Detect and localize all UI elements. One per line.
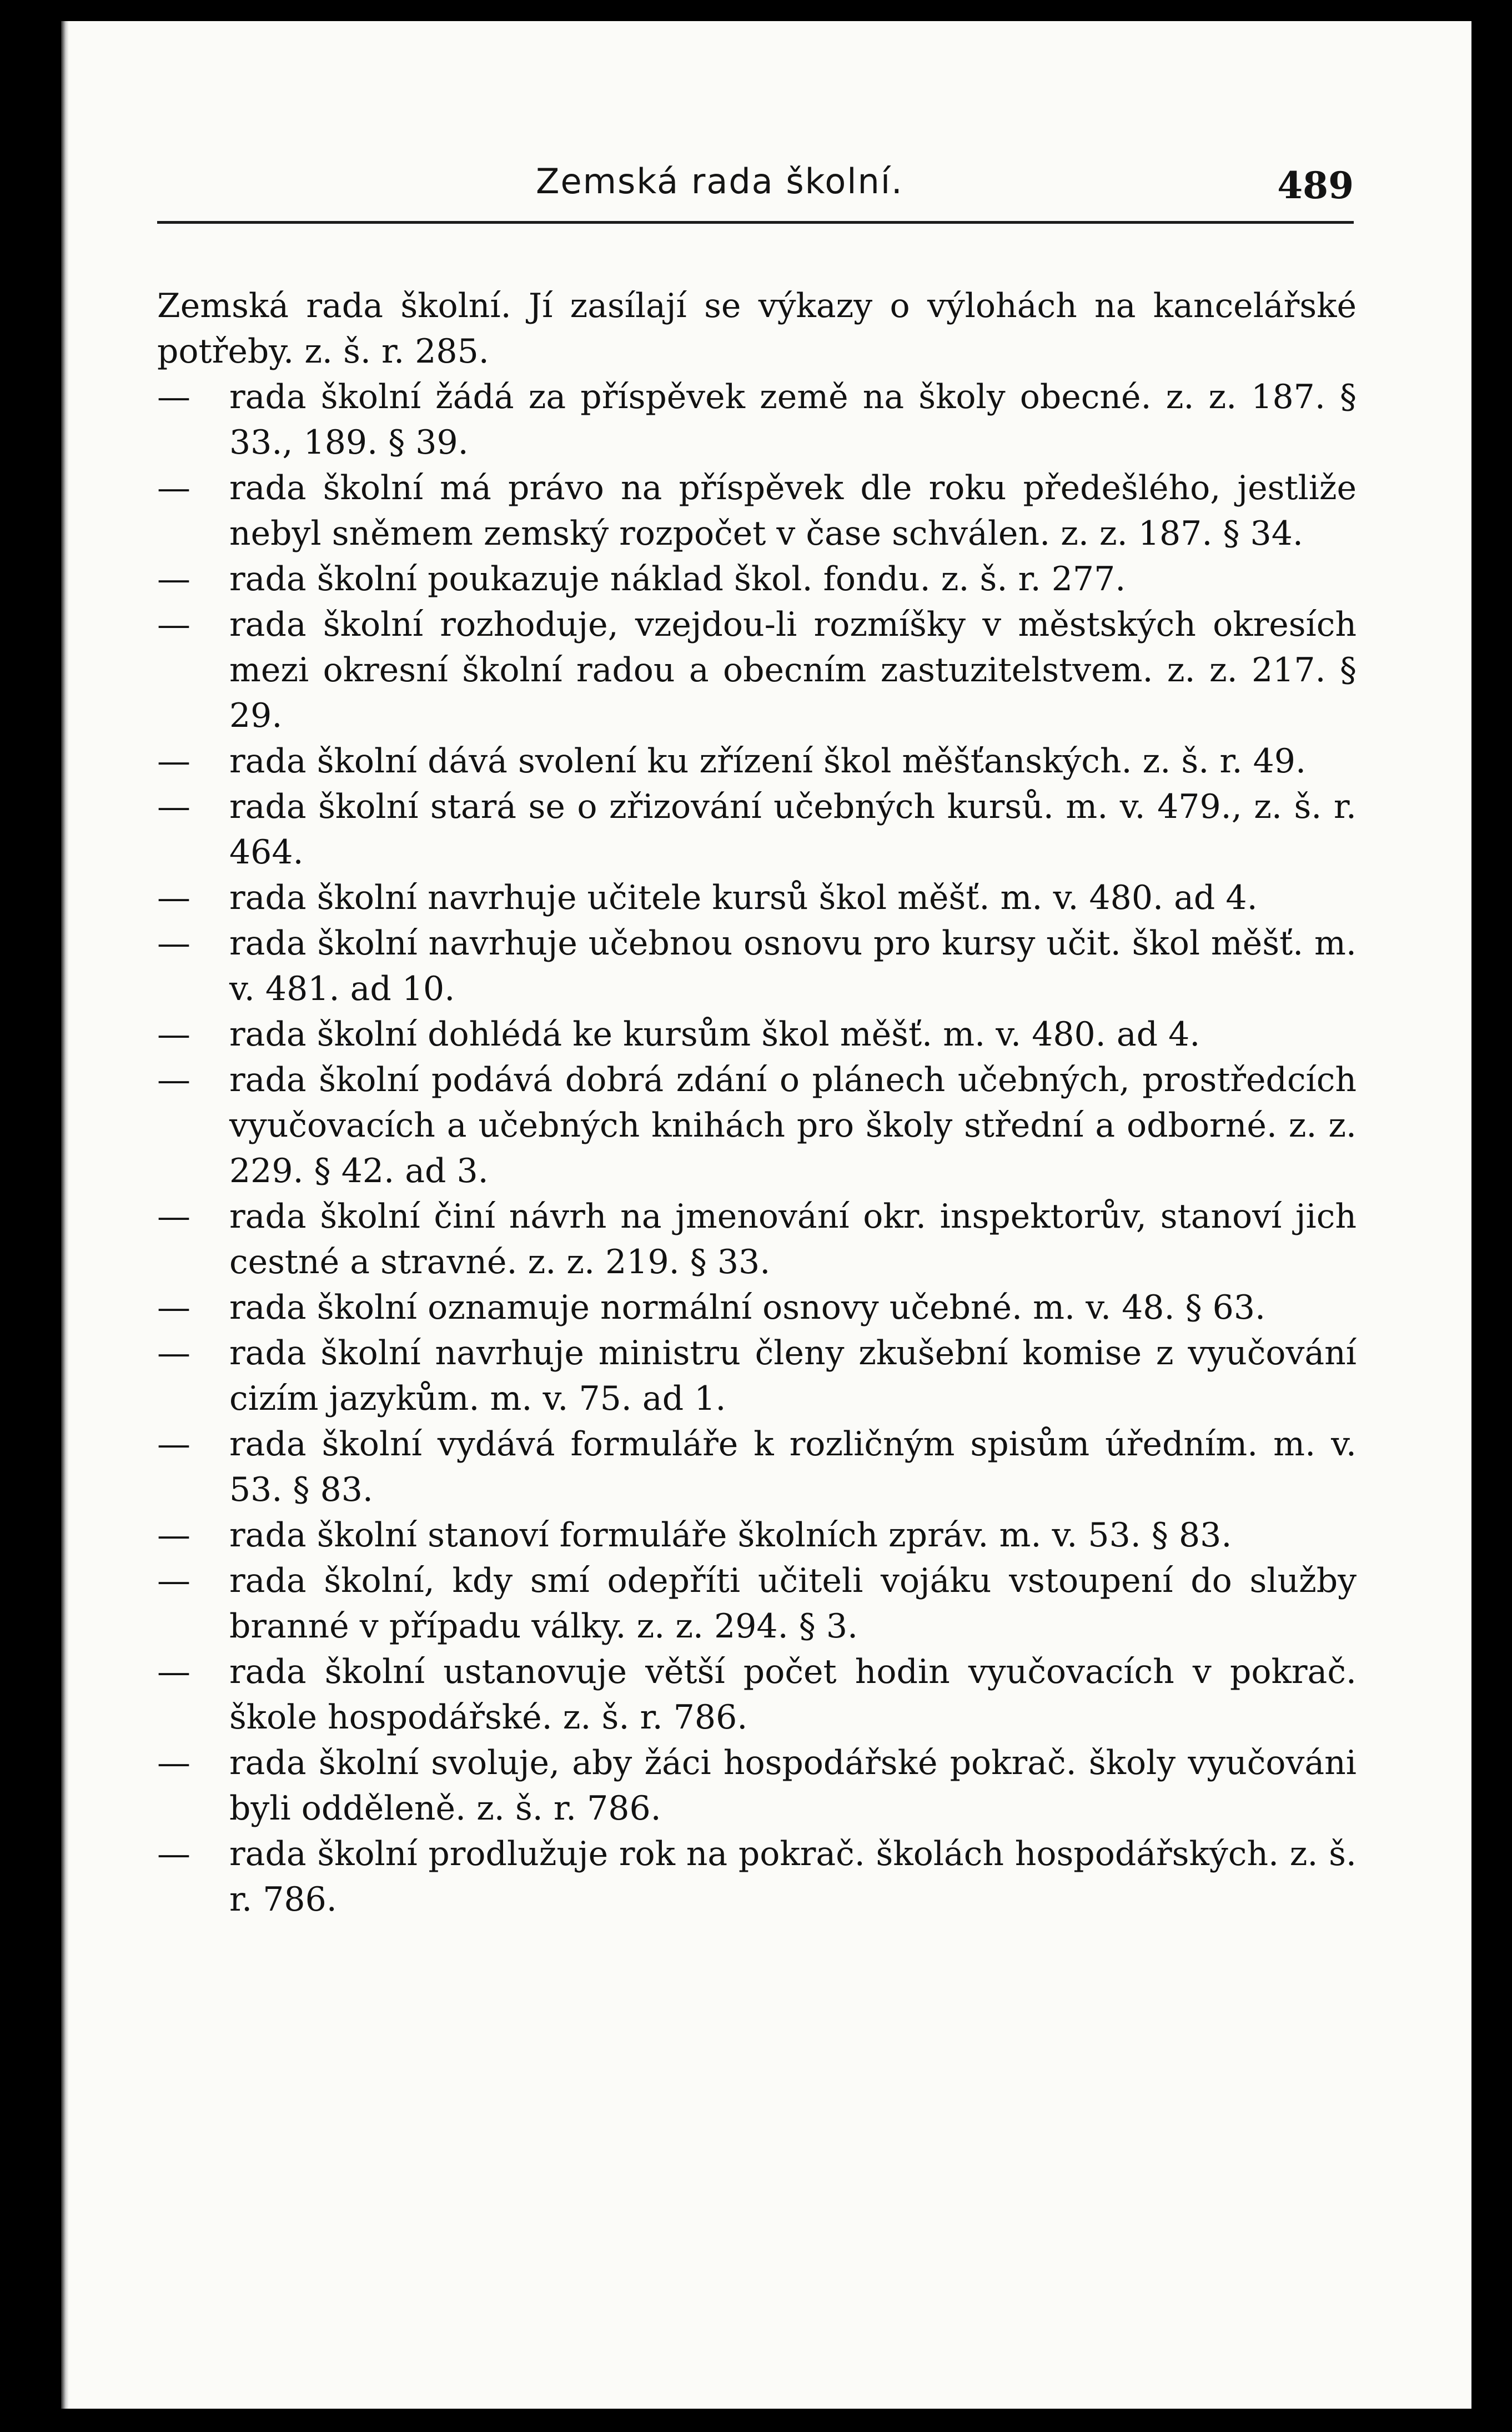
- repeat-dash: —: [157, 1652, 190, 1691]
- page-edge-shadow: [61, 21, 69, 2409]
- index-entry: [157, 1330, 1357, 1421]
- index-entry: [157, 921, 1357, 1012]
- index-entry: [157, 1513, 1357, 1558]
- index-entry: [157, 1057, 1357, 1194]
- repeat-dash: —: [157, 1835, 190, 1873]
- repeat-dash: —: [157, 605, 190, 644]
- index-entry: [157, 602, 1357, 738]
- repeat-dash: —: [157, 924, 190, 963]
- repeat-dash: —: [157, 878, 190, 917]
- repeat-dash: —: [157, 787, 190, 826]
- entry-text: rada školní stará se o zřizování učebných kursů. m. v. 479., z. š. r. 464.: [229, 787, 1357, 872]
- index-entry: [157, 1740, 1357, 1831]
- repeat-dash: —: [157, 1516, 190, 1555]
- entry-text: rada školní poukazuje náklad škol. fondu. z. š. r. 277.: [229, 560, 1126, 599]
- index-entries: [157, 283, 1357, 1922]
- index-entry: [157, 1194, 1357, 1285]
- repeat-dash: —: [157, 1015, 190, 1054]
- entry-text: rada školní prodlužuje rok na pokrač. školách hospodářských. z. š. r. 786.: [229, 1835, 1357, 1919]
- repeat-dash: —: [157, 1197, 190, 1236]
- index-entry: [157, 465, 1357, 556]
- index-entry: [157, 374, 1357, 465]
- index-entry: [157, 738, 1357, 784]
- repeat-dash: —: [157, 1334, 190, 1373]
- repeat-dash: —: [157, 1561, 190, 1600]
- index-entry: [157, 1421, 1357, 1513]
- repeat-dash: —: [157, 469, 190, 507]
- index-entry: [157, 1012, 1357, 1057]
- index-entry: [157, 784, 1357, 875]
- repeat-dash: —: [157, 1425, 190, 1464]
- entry-text: rada školní oznamuje normální osnovy učebné. m. v. 48. § 63.: [229, 1288, 1266, 1327]
- repeat-dash: —: [157, 742, 190, 781]
- entry-text: rada školní stanoví formuláře školních zpráv. m. v. 53. § 83.: [229, 1516, 1232, 1555]
- entry-text: rada školní navrhuje ministru členy zkušební komise z vyučování cizím jazykům. m. v. 75. ad 1.: [229, 1334, 1357, 1418]
- repeat-dash: —: [157, 1743, 190, 1782]
- index-entry: [157, 556, 1357, 602]
- entry-text: rada školní žádá za příspěvek země na školy obecné. z. z. 187. § 33., 189. § 39.: [229, 378, 1357, 462]
- repeat-dash: —: [157, 378, 190, 416]
- entry-text: rada školní dohlédá ke kursům škol měšť. m. v. 480. ad 4.: [229, 1015, 1200, 1054]
- entry-text: rada školní vydává formuláře k rozličným spisům úředním. m. v. 53. § 83.: [229, 1425, 1357, 1509]
- page-number: 489: [1277, 164, 1354, 207]
- entry-text: rada školní dává svolení ku zřízení škol měšťanských. z. š. r. 49.: [229, 742, 1307, 781]
- entry-text: rada školní má právo na příspěvek dle roku předešlého, jestliže nebyl sněmem zemský rozpočet v čase schválen. z. z. 187. § 34.: [229, 469, 1357, 553]
- entry-text: rada školní navrhuje učebnou osnovu pro kursy učit. škol měšť. m. v. 481. ad 10.: [229, 924, 1357, 1008]
- entry-text: rada školní činí návrh na jmenování okr. inspektorův, stanoví jich cestné a stravné. z. z. 219. § 33.: [229, 1197, 1357, 1282]
- index-entry: [157, 1285, 1357, 1330]
- entry-text: rada školní navrhuje učitele kursů škol měšť. m. v. 480. ad 4.: [229, 878, 1258, 917]
- index-entry: [157, 1649, 1357, 1740]
- index-entry: [157, 1558, 1357, 1649]
- header-rule: [157, 221, 1354, 224]
- entry-text: rada školní podává dobrá zdání o plánech učebných, prostředcích vyučovacích a učebných knihách pro školy střední a odborné. z. z. 229. § 42. ad 3.: [229, 1061, 1357, 1190]
- repeat-dash: —: [157, 560, 190, 599]
- entry-text: rada školní svoluje, aby žáci hospodářské pokrač. školy vyučováni byli odděleně. z. š. r. 786.: [229, 1743, 1357, 1828]
- entry-text: rada školní ustanovuje větší počet hodin vyučovacích v pokrač. škole hospodářské. z. š. r. 786.: [229, 1652, 1357, 1737]
- index-entry: [157, 1831, 1357, 1922]
- running-title: Zemská rada školní.: [536, 161, 903, 202]
- index-entry: [157, 875, 1357, 921]
- repeat-dash: —: [157, 1288, 190, 1327]
- entry-text: Zemská rada školní. Jí zasílají se výkazy o výlohách na kancelářské potřeby. z. š. r. 285.: [157, 287, 1357, 371]
- entry-text: rada školní, kdy smí odepříti učiteli vojáku vstoupení do služby branné v případu války. z. z. 294. § 3.: [229, 1561, 1357, 1646]
- repeat-dash: —: [157, 1061, 190, 1099]
- page-header: [157, 139, 1354, 228]
- index-entry: [157, 283, 1357, 374]
- entry-text: rada školní rozhoduje, vzejdou-li rozmíšky v městských okresích mezi okresní školní radou a obecním zastuzitelstvem. z. z. 217. § 29.: [229, 605, 1357, 735]
